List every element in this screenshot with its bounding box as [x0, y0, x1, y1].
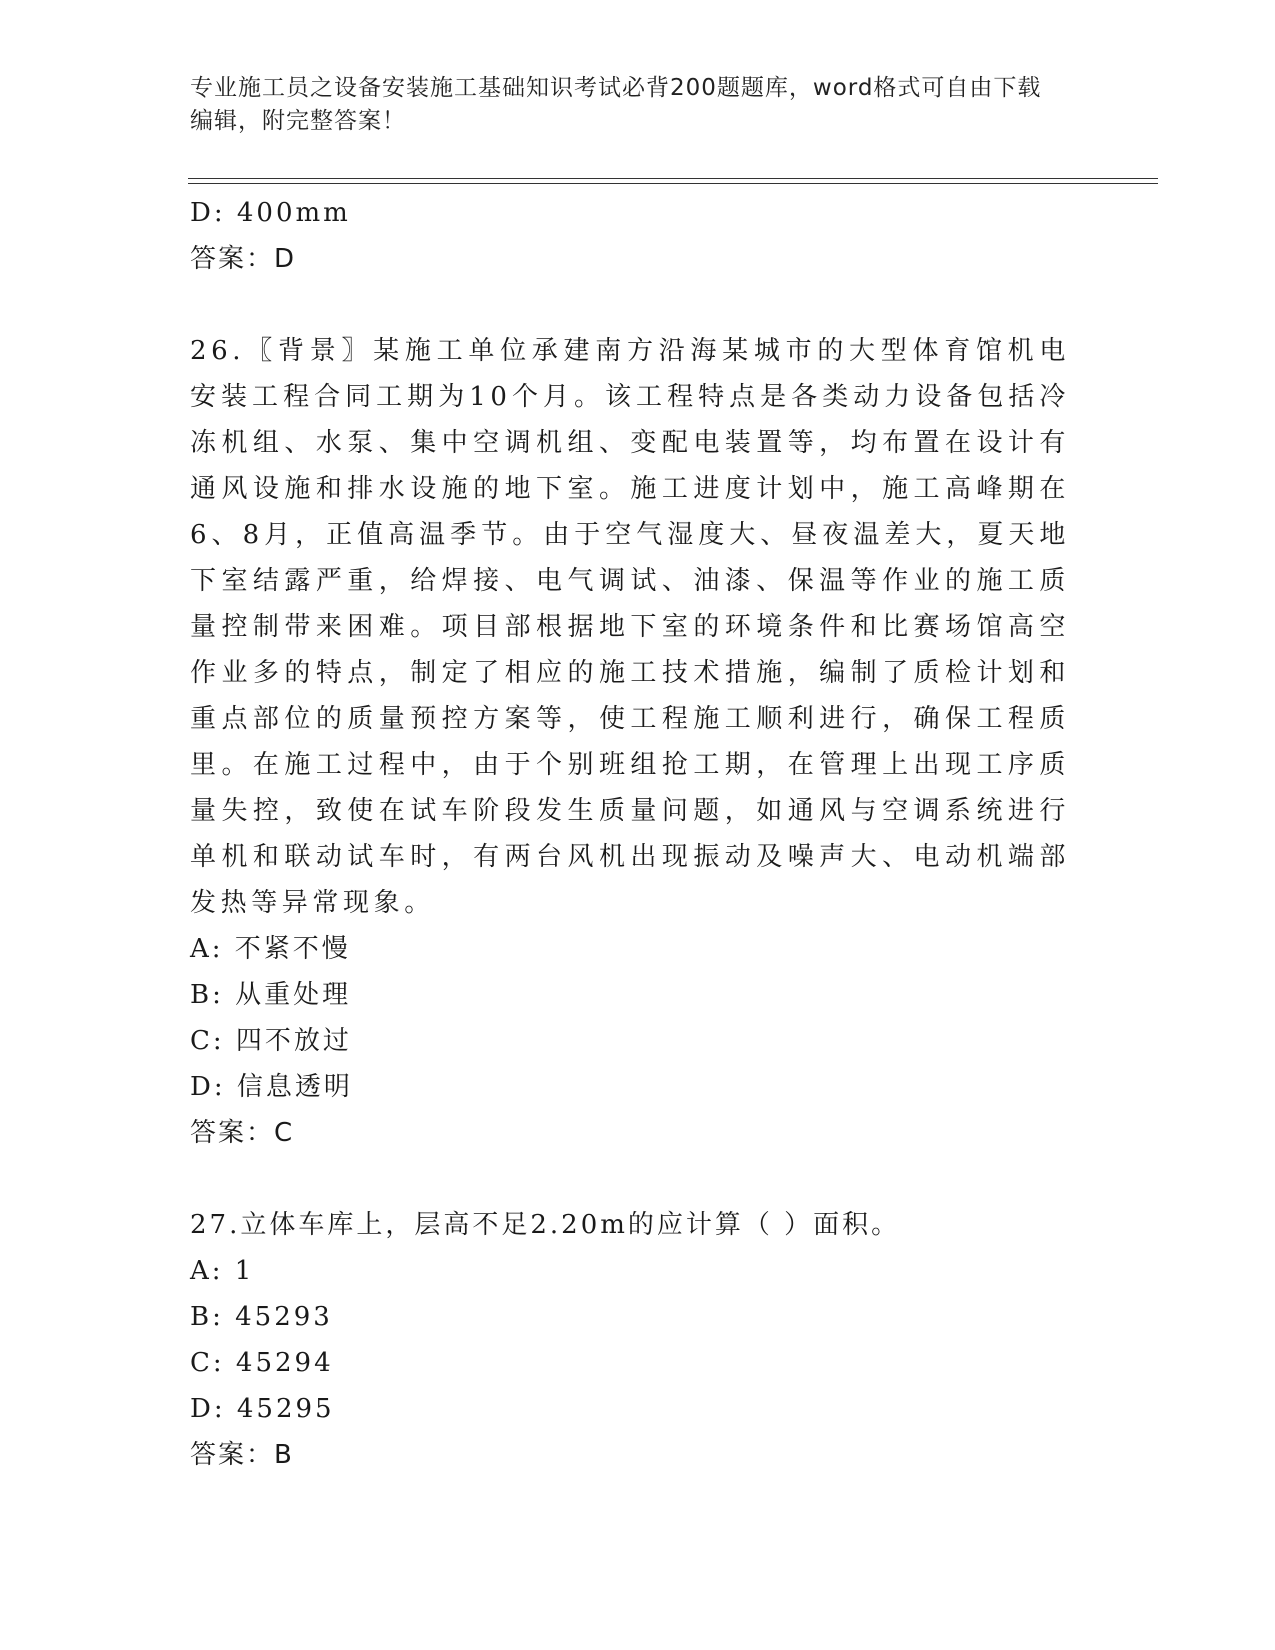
q27-option-c: C: 45294 [190, 1348, 334, 1378]
page-header [190, 72, 1090, 138]
header-line-1: 专业施工员之设备安装施工基础知识考试必背200题题库，word格式可自由下载 [190, 75, 1042, 101]
q25-answer: 答案：D [190, 244, 297, 274]
q27-option-b: B: 45293 [190, 1302, 333, 1332]
q26-answer: 答案：C [190, 1118, 295, 1148]
q26-stem: 26.〖背景〗某施工单位承建南方沿海某城市的大型体育馆机电安装工程合同工期为10个月。该工程特点是各类动力设备包括冷冻机组、水泵、集中空调机组、变配电装置等，均布置在设计有通风设施和排水设施的地下室。施工进度计划中，施工高峰期在6、8月，正值高温季节。由于空气湿度大、昼夜温差大，夏天地下室结露严重，给焊接、电气调试、油漆、保温等作业的施工质量控制带来困难。项目部根据地下室的环境条件和比赛场馆高空作业多的特点，制定了相应的施工技术措施，编制了质检计划和重点部位的质量预控方案等，使工程施工顺利进行，确保工程质里。在施工过程中，由于个别班组抢工期，在管理上出现工序质量失控，致使在试车阶段发生质量问题，如通风与空调系统进行单机和联动试车时，有两台风机出现振动及噪声大、电动机端部发热等异常现象。 [190, 336, 1070, 918]
spacer [190, 282, 1070, 328]
header-rule-top [188, 178, 1158, 179]
q27-stem: 27.立体车库上，层高不足2.20m的应计算（ ）面积。 [190, 1210, 901, 1240]
q25-option-d: D: 400mm [190, 198, 351, 228]
header-line-2: 编辑，附完整答案！ [190, 108, 406, 134]
q27-answer: 答案：B [190, 1440, 294, 1470]
document-body [190, 190, 1070, 1478]
q26-option-a: A: 不紧不慢 [190, 934, 351, 964]
q27-option-a: A: 1 [190, 1256, 255, 1286]
spacer [190, 1156, 1070, 1202]
q26-option-c: C: 四不放过 [190, 1026, 352, 1056]
q26-option-d: D: 信息透明 [190, 1072, 353, 1102]
q27-option-d: D: 45295 [190, 1394, 335, 1424]
header-rule-bottom [188, 183, 1158, 184]
q26-option-b: B: 从重处理 [190, 980, 352, 1010]
